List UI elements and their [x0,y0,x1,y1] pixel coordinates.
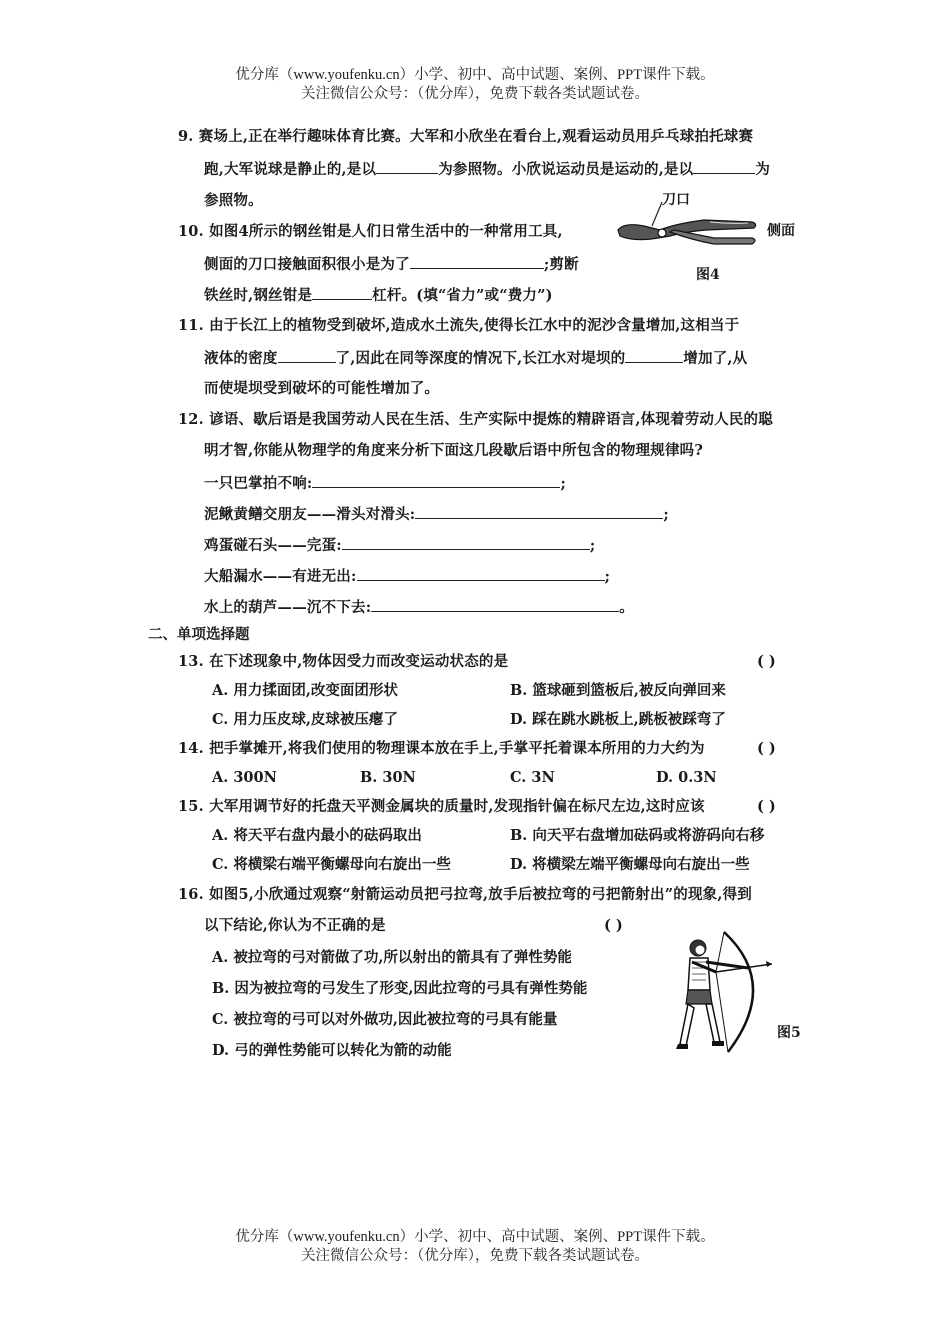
q12-line-1 [178,410,773,430]
page-header [0,66,950,104]
q12-saying-5-end: 。 [619,599,634,616]
q13-answer-paren[interactable]: ( ) [757,653,776,670]
q9-line-3: 参照物。 [204,192,263,209]
q12-blank-1[interactable] [312,473,560,488]
q16-option-c[interactable]: C. 被拉弯的弓可以对外做功,因此被拉弯的弓具有能量 [212,1011,558,1028]
header-line-1: 优分库（www.youfenku.cn）小学、初中、高中试题、案例、PPT课件下载。 [235,67,715,83]
pliers-icon [614,200,764,260]
q14-option-c[interactable]: C. 3N [510,769,555,786]
q12-saying-5-text: 水上的葫芦——沉不下去: [204,599,372,616]
q13-option-a[interactable]: A. 用力揉面团,改变面团形状 [212,682,398,699]
q12-saying-4 [204,566,610,587]
footer-line-1: 优分库（www.youfenku.cn）小学、初中、高中试题、案例、PPT课件下载。 [235,1229,715,1245]
q10-text-3b: 杠杆。(填“省力”或“费力”) [372,287,553,304]
q12-saying-3-end: ; [589,537,596,554]
fig5-caption: 图5 [777,1025,801,1041]
q10-text-3a: 铁丝时,钢丝钳是 [204,287,313,304]
footer-line-2: 关注微信公众号：（优分库），免费下载各类试题试卷。 [301,1248,649,1264]
q16-number: 16. [178,886,204,903]
q9-text-2b: 为参照物。小欣说运动员是运动的,是以 [438,161,694,178]
q12-line-2: 明才智,你能从物理学的角度来分析下面这几段歇后语中所包含的物理规律吗? [204,442,704,459]
q11-text-2c: 增加了,从 [683,350,748,367]
q11-line-3: 而使堤坝受到破坏的可能性增加了。 [204,380,440,397]
q10-line-2 [204,254,579,275]
q10-blank-2[interactable] [312,285,372,300]
q10-text-2b: ;剪断 [543,256,579,273]
fig4-side-label: 侧面 [767,223,795,239]
q14-answer-paren[interactable]: ( ) [757,740,776,757]
q12-saying-4-end: ; [604,568,611,585]
q9-blank-1[interactable] [376,159,438,174]
q15-option-b[interactable]: B. 向天平右盘增加砝码或将游码向右移 [510,827,765,844]
q12-saying-1-text: 一只巴掌拍不响: [204,475,313,492]
q12-saying-2-end: ; [663,506,669,523]
q12-saying-2-text: 泥鳅黄鳝交朋友——滑头对滑头: [204,506,416,523]
archer-icon [676,928,776,1056]
q12-blank-5[interactable] [371,597,619,612]
q14-option-a[interactable]: A. 300N [212,769,277,786]
q12-blank-3[interactable] [342,535,590,550]
q13-option-b[interactable]: B. 篮球砸到篮板后,被反向弹回来 [510,682,726,699]
q10-number: 10. [178,223,204,240]
q9-blank-2[interactable] [693,159,755,174]
q16-option-b[interactable]: B. 因为被拉弯的弓发生了形变,因此拉弯的弓具有弹性势能 [212,980,588,997]
q12-saying-3 [204,535,595,556]
q14-option-d[interactable]: D. 0.3N [656,769,717,786]
q13-option-c[interactable]: C. 用力压皮球,皮球被压瘪了 [212,711,398,728]
q16-option-a[interactable]: A. 被拉弯的弓对箭做了功,所以射出的箭具有了弹性势能 [212,949,572,966]
q10-text-2a: 侧面的刀口接触面积很小是为了 [204,256,410,273]
q11-blank-2[interactable] [625,348,683,363]
q14-stem [178,739,705,759]
q16-answer-paren[interactable]: ( ) [604,917,623,934]
q9-text-1: 赛场上,正在举行趣味体育比赛。大军和小欣坐在看台上,观看运动员用乒乓球拍托球赛 [198,128,754,145]
fig4-caption: 图4 [696,267,720,283]
q9-text-2a: 跑,大军说球是静止的,是以 [204,161,377,178]
q11-text-1: 由于长江上的植物受到破坏,造成水土流失,使得长江水中的泥沙含量增加,这相当于 [209,317,740,334]
q10-line-3 [204,285,553,306]
q12-saying-3-text: 鸡蛋碰石头——完蛋: [204,537,342,554]
q11-text-2a: 液体的密度 [204,350,278,367]
q16-line-2: 以下结论,你认为不正确的是 [204,917,386,934]
fig4-blade-label: 刀口 [662,192,690,208]
q13-number: 13. [178,653,204,670]
q15-option-d[interactable]: D. 将横梁左端平衡螺母向右旋出一些 [510,856,750,873]
q12-blank-2[interactable] [415,504,663,519]
q11-line-2 [204,348,747,369]
q16-option-d[interactable]: D. 弓的弹性势能可以转化为箭的动能 [212,1042,452,1059]
header-line-2: 关注微信公众号：（优分库），免费下载各类试题试卷。 [301,86,649,102]
q15-option-c[interactable]: C. 将横梁右端平衡螺母向右旋出一些 [212,856,451,873]
q11-blank-1[interactable] [278,348,336,363]
q9-text-2c: 为 [755,161,771,178]
q12-saying-4-text: 大船漏水——有进无出: [204,568,357,585]
q16-text-1: 如图5,小欣通过观察“射箭运动员把弓拉弯,放手后被拉弯的弓把箭射出”的现象,得到 [209,886,752,903]
q12-blank-4[interactable] [357,566,605,581]
q15-option-a[interactable]: A. 将天平右盘内最小的砝码取出 [212,827,422,844]
q10-line-1 [178,222,563,242]
q12-number: 12. [178,411,204,428]
q14-number: 14. [178,740,204,757]
q15-answer-paren[interactable]: ( ) [757,798,776,815]
q12-saying-1-end: ; [560,475,567,492]
q9-line-1 [178,127,753,147]
q10-text-1: 如图4所示的钢丝钳是人们日常生活中的一种常用工具, [209,223,563,240]
q13-stem-text: 在下述现象中,物体因受力而改变运动状态的是 [209,653,509,670]
q16-line-1 [178,885,752,905]
q13-stem [178,652,508,672]
q10-blank-1[interactable] [410,254,544,269]
q12-text-1: 谚语、歇后语是我国劳动人民在生活、生产实际中提炼的精辟语言,体现着劳动人民的聪 [209,411,773,428]
section-title-single-choice: 二、单项选择题 [148,626,250,643]
page-footer [0,1228,950,1266]
q9-line-2 [204,159,770,180]
q14-option-b[interactable]: B. 30N [360,769,416,786]
q11-line-1 [178,316,739,336]
q15-stem-text: 大军用调节好的托盘天平测金属块的质量时,发现指针偏在标尺左边,这时应该 [209,798,705,815]
q9-number: 9. [178,128,194,145]
q14-stem-text: 把手掌摊开,将我们使用的物理课本放在手上,手掌平托着课本所用的力大约为 [209,740,705,757]
q11-number: 11. [178,317,204,334]
q12-saying-2 [204,504,669,525]
q11-text-2b: 了,因此在同等深度的情况下,长江水对堤坝的 [335,350,626,367]
q15-stem [178,797,705,817]
q12-saying-5 [204,597,634,618]
q12-saying-1 [204,473,566,494]
q15-number: 15. [178,798,204,815]
q13-option-d[interactable]: D. 踩在跳水跳板上,跳板被踩弯了 [510,711,726,728]
